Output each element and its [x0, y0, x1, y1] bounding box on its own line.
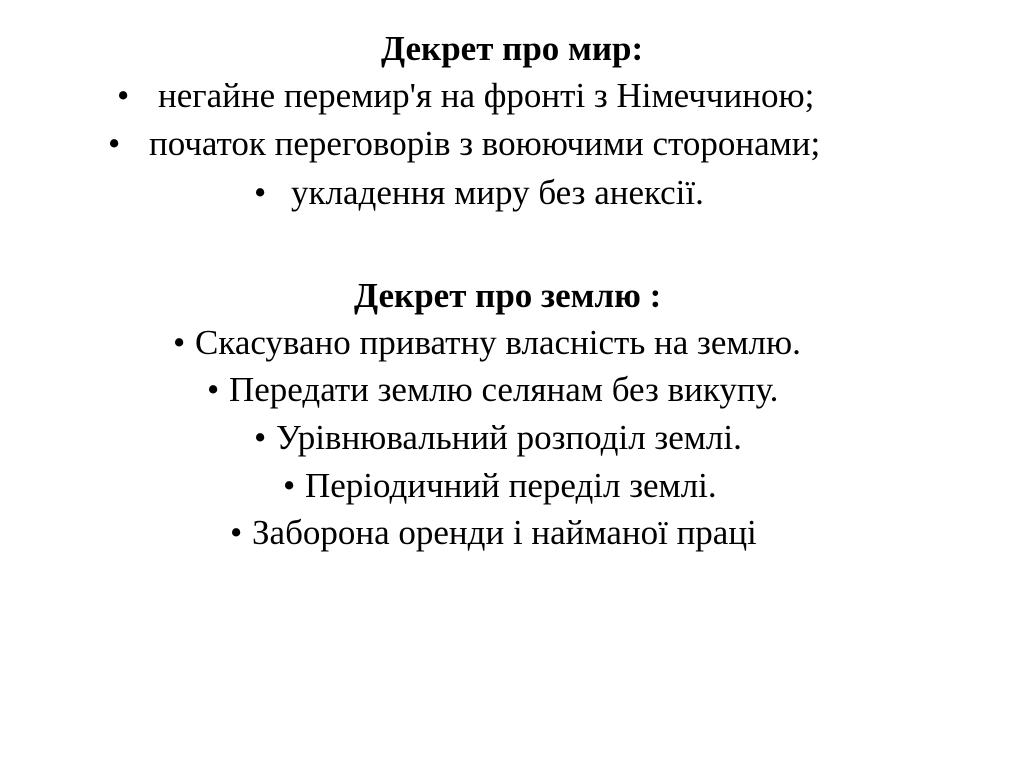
land-list-item-text: Періодичний переділ землі.	[305, 466, 717, 505]
land-list-item	[173, 319, 801, 367]
peace-list-item	[108, 120, 820, 168]
land-list-item	[283, 462, 717, 510]
bullet-icon: •	[173, 323, 186, 362]
bullet-icon: •	[283, 466, 296, 505]
bullet-icon: •	[254, 418, 267, 457]
land-decree-heading: Декрет про землю :	[354, 276, 662, 315]
peace-list-item	[117, 72, 814, 120]
bullet-icon: •	[230, 513, 243, 552]
land-list-item-text: Урівнювальний розподіл землі.	[276, 418, 742, 457]
land-list-item	[254, 414, 742, 462]
peace-list-item-text: укладення миру без анексії.	[291, 173, 704, 212]
land-list-item-text: Скасувано приватну власність на землю.	[195, 323, 801, 362]
peace-list-item-text: негайне перемир'я на фронті з Німеччиною;	[158, 76, 815, 115]
peace-list-item-text: початок переговорів з воюючими сторонами;	[149, 124, 821, 163]
land-list-item	[230, 509, 757, 557]
land-list-item-text: Заборона оренди і найманої праці	[252, 513, 757, 552]
bullet-icon: •	[108, 124, 121, 163]
peace-decree-heading: Декрет про мир:	[381, 29, 644, 68]
land-list-item-text: Передати землю селянам без викупу.	[229, 370, 779, 409]
peace-list-item	[254, 169, 704, 217]
bullet-icon: •	[117, 76, 130, 115]
land-list-item	[207, 366, 778, 414]
bullet-icon: •	[207, 370, 220, 409]
bullet-icon: •	[254, 173, 267, 212]
